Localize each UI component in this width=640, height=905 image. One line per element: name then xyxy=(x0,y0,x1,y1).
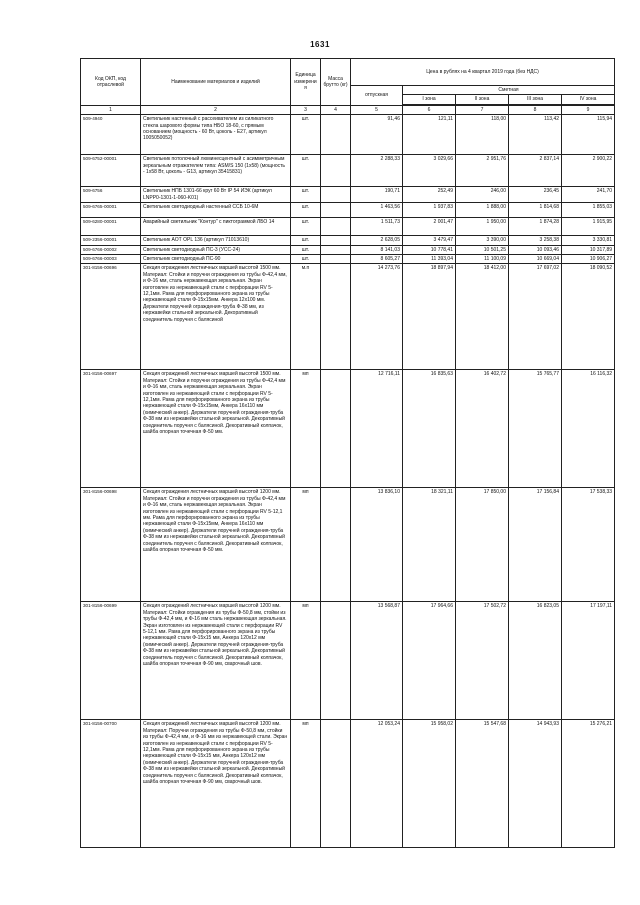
item-mass xyxy=(321,488,351,602)
price-zone2: 17 850,00 xyxy=(456,488,509,602)
price-zone1: 3 479,47 xyxy=(403,236,456,245)
item-code: 509-6756 xyxy=(81,187,141,203)
item-unit: шт. xyxy=(291,236,321,245)
header-zone2: II зона xyxy=(456,95,509,104)
price-zone2: 10 501,25 xyxy=(456,245,509,254)
item-unit: шт. xyxy=(291,155,321,187)
table-row xyxy=(81,203,615,218)
table-body xyxy=(81,115,615,848)
price-zone2: 1 950,00 xyxy=(456,218,509,236)
price-zone3: 17 156,84 xyxy=(509,488,562,602)
item-code: 509-6766-00002 xyxy=(81,245,141,254)
header-unit: Единица измерения xyxy=(291,59,321,106)
price-zone4: 2 900,22 xyxy=(562,155,615,187)
price-zone2: 18 412,00 xyxy=(456,264,509,370)
item-name: Светильник светодиодный ПС-90 xyxy=(141,255,291,264)
price-otpusk: 13 836,10 xyxy=(351,488,403,602)
item-code: 301-8156-00699 xyxy=(81,602,141,720)
price-zone3: 16 823,05 xyxy=(509,602,562,720)
header-mass: Масса брутто (кг) xyxy=(321,59,351,106)
price-zone4: 17 197,11 xyxy=(562,602,615,720)
price-otpusk: 12 053,24 xyxy=(351,720,403,848)
item-mass xyxy=(321,720,351,848)
table-row xyxy=(81,236,615,245)
item-mass xyxy=(321,155,351,187)
item-mass xyxy=(321,187,351,203)
price-zone2: 17 502,72 xyxy=(456,602,509,720)
price-otpusk: 12 716,11 xyxy=(351,370,403,488)
item-code: 509-6766-00003 xyxy=(81,255,141,264)
item-unit: мп xyxy=(291,602,321,720)
price-zone3: 14 943,93 xyxy=(509,720,562,848)
price-zone4: 3 330,81 xyxy=(562,236,615,245)
item-unit: шт. xyxy=(291,203,321,218)
price-zone3: 3 258,38 xyxy=(509,236,562,245)
header-zone3: III зона xyxy=(509,95,562,104)
header-price-caption: Цена в рублях на 4 квартал 2019 года (без НДС) xyxy=(351,59,615,86)
table-row xyxy=(81,155,615,187)
col-index: 8 xyxy=(509,105,562,114)
item-name: Светильник светодиодный ПС-3 (УСС-24) xyxy=(141,245,291,254)
price-zone1: 252,49 xyxy=(403,187,456,203)
price-zone1: 18 897,94 xyxy=(403,264,456,370)
price-table xyxy=(80,58,615,848)
item-name: Светильник настенный с рассеивателем из силикатного стекла шарового формы типа НБО 18-60, с прямым основанием (мощность - 60 Вт, цоколь - Е27, артикул 1005050052) xyxy=(141,115,291,155)
item-mass xyxy=(321,245,351,254)
item-code: 301-8156-00696 xyxy=(81,264,141,370)
price-zone3: 236,45 xyxy=(509,187,562,203)
item-code: 509-6280-00001 xyxy=(81,218,141,236)
price-zone1: 11 393,04 xyxy=(403,255,456,264)
item-unit: шт. xyxy=(291,218,321,236)
table-row xyxy=(81,245,615,254)
table-row xyxy=(81,370,615,488)
price-zone1: 10 778,41 xyxy=(403,245,456,254)
price-zone1: 15 958,02 xyxy=(403,720,456,848)
price-zone3: 1 814,68 xyxy=(509,203,562,218)
price-zone2: 3 390,00 xyxy=(456,236,509,245)
column-index-row xyxy=(81,105,615,114)
item-code: 509-2356-00001 xyxy=(81,236,141,245)
price-otpusk: 190,71 xyxy=(351,187,403,203)
item-code: 301-8156-00700 xyxy=(81,720,141,848)
price-zone3: 113,42 xyxy=(509,115,562,155)
item-unit: шт. xyxy=(291,187,321,203)
item-mass xyxy=(321,115,351,155)
price-zone4: 10 906,27 xyxy=(562,255,615,264)
price-zone4: 16 116,32 xyxy=(562,370,615,488)
item-code: 509-4940 xyxy=(81,115,141,155)
item-mass xyxy=(321,264,351,370)
header-zone4: IV зона xyxy=(562,95,615,104)
col-index: 4 xyxy=(321,105,351,114)
item-name: Светильник АОТ OPL 136 (артикул 71013610) xyxy=(141,236,291,245)
col-index: 3 xyxy=(291,105,321,114)
item-name: Секция ограждения лестничных маршей высотой 1200 мм. Материал: Стойки и поручни ограждения из трубы Ф-42,4 мм и Ф-16 мм, сталь нержавеющая зеркальная. Экран изготовлен из нержавеющей стали с перфорации RV 5-12,1 мм. Рама для перфорированного экрана из трубы нержавеющей стали Ф-15х15мм, Анкера 16х110 мм (химический анкер). Держатели поручней ограждения-труба Ф-38 мм из нержавейки стальной зеркальной. Декоративный соединитель поручня с балясиной. Декоративный колпачок, шайба опорная точечная Ф-50 мм. xyxy=(141,488,291,602)
item-unit: мп xyxy=(291,370,321,488)
price-zone2: 1 888,00 xyxy=(456,203,509,218)
price-otpusk: 1 511,73 xyxy=(351,218,403,236)
price-zone1: 3 029,66 xyxy=(403,155,456,187)
price-zone1: 1 937,83 xyxy=(403,203,456,218)
table-row xyxy=(81,115,615,155)
price-otpusk: 8 141,03 xyxy=(351,245,403,254)
item-mass xyxy=(321,370,351,488)
table-row xyxy=(81,218,615,236)
price-zone4: 15 276,21 xyxy=(562,720,615,848)
price-zone4: 10 317,89 xyxy=(562,245,615,254)
price-zone1: 121,11 xyxy=(403,115,456,155)
price-zone1: 17 964,66 xyxy=(403,602,456,720)
item-unit: шт. xyxy=(291,245,321,254)
price-zone3: 17 697,02 xyxy=(509,264,562,370)
header-otpusk: отпускная xyxy=(351,86,403,106)
table-row xyxy=(81,255,615,264)
price-zone2: 118,00 xyxy=(456,115,509,155)
price-zone4: 1 855,03 xyxy=(562,203,615,218)
item-name: Секция ограждения лестничных маршей высотой 1500 мм. Материал: Стойки и поручни ограждения из трубы Ф-42,4 мм, и Ф-16 мм, сталь нержавеющая зеркальная. Экран изготовлен из нержавеющей стали с перфорации RV 5-12,1мм. Рама для перфорированного экрана из трубы нержавеющей стали Ф-15х15мм. Анкера 12х100 мм. Держатели поручней ограждения-труба Ф-38 мм, из нержавейки стальной зеркальной. Декоративный соединитель поручня с балясиной xyxy=(141,264,291,370)
col-index: 6 xyxy=(403,105,456,114)
price-otpusk: 2 628,05 xyxy=(351,236,403,245)
item-name: Светильник потолочный люминесцентный с асимметричным зеркальным отражателем типа: ASM/S 150 (1x58) (мощность - 1x58 Вт, цоколь - G13, артикул 35415831) xyxy=(141,155,291,187)
price-zone2: 15 547,68 xyxy=(456,720,509,848)
item-name: Секция ограждений лестничных маршей высотой 1500 мм. Материал: Стойки и поручни ограждения из трубы Ф-42,4 мм и Ф-16 мм, сталь нержавеющая зеркальная. Экран изготовлен из нержавеющей стали с перфорации RV 5-12,1мм. Рама для перфорированного экрана из трубы нержавеющей стали Ф-15х15мм, Анкера 16х110 мм (химический анкер). Держатели поручней ограждения-труба Ф-38 мм из нержавейки стальной зеркальной. Декоративный соединитель поручня с балясиной. Декоративный колпачок, шайба опорная точечная Ф-50 мм. xyxy=(141,370,291,488)
table-row xyxy=(81,602,615,720)
item-code: 301-8156-00697 xyxy=(81,370,141,488)
header-zone1: I зона xyxy=(403,95,456,104)
price-zone1: 18 321,11 xyxy=(403,488,456,602)
col-index: 7 xyxy=(456,105,509,114)
table-row xyxy=(81,488,615,602)
price-zone1: 16 835,63 xyxy=(403,370,456,488)
item-unit: шт. xyxy=(291,115,321,155)
price-zone4: 17 538,33 xyxy=(562,488,615,602)
price-zone3: 10 093,46 xyxy=(509,245,562,254)
table-row xyxy=(81,720,615,848)
item-code: 509-6765-00001 xyxy=(81,203,141,218)
price-zone3: 2 837,14 xyxy=(509,155,562,187)
price-otpusk: 13 568,87 xyxy=(351,602,403,720)
item-unit: мп xyxy=(291,720,321,848)
price-zone2: 2 951,76 xyxy=(456,155,509,187)
header-name: Наименование материалов и изделий xyxy=(141,59,291,106)
price-zone4: 18 090,52 xyxy=(562,264,615,370)
price-zone4: 115,94 xyxy=(562,115,615,155)
item-unit: шт. xyxy=(291,255,321,264)
item-name: Светильник светодиодный настенный ССБ 10-6М xyxy=(141,203,291,218)
item-mass xyxy=(321,602,351,720)
item-name: Секция ограждений лестничных маршей высотой 1200 мм. Материал: Стойки ограждения из трубы Ф-50,8 мм, стойки из трубы Ф-42,4 мм, и Ф-16 мм сталь нержавеющая зеркальная. Экран изготовлен из нержавеющей стали с перфорации RV 5-12,1 мм. Рама для перфорированного экрана из трубы нержавеющей стали Ф-15х15 мм, Анкера 120х12 мм (химический анкер). Держатели поручней ограждения-труба Ф-38 мм из нержавейки стальной зеркальной. Декоративный соединитель поручня с балясиной. Декоративный колпачок, шайба опорная точечная Ф-90 мм, сварочный шов. xyxy=(141,602,291,720)
item-code: 509-6752-00001 xyxy=(81,155,141,187)
price-otpusk: 14 273,76 xyxy=(351,264,403,370)
col-index: 1 xyxy=(81,105,141,114)
price-zone2: 246,00 xyxy=(456,187,509,203)
item-unit: мп xyxy=(291,488,321,602)
item-mass xyxy=(321,255,351,264)
price-zone4: 241,70 xyxy=(562,187,615,203)
price-otpusk: 2 288,33 xyxy=(351,155,403,187)
item-mass xyxy=(321,203,351,218)
price-zone3: 1 874,28 xyxy=(509,218,562,236)
price-otpusk: 1 463,56 xyxy=(351,203,403,218)
col-index: 2 xyxy=(141,105,291,114)
price-otpusk: 91,46 xyxy=(351,115,403,155)
page-number: 1631 xyxy=(310,40,330,49)
price-zone2: 11 100,09 xyxy=(456,255,509,264)
col-index: 9 xyxy=(562,105,615,114)
item-mass xyxy=(321,236,351,245)
item-name: Аварийный светильник "Контур" с пиктограммой ЛБО 14 xyxy=(141,218,291,236)
price-zone2: 16 402,72 xyxy=(456,370,509,488)
item-mass xyxy=(321,218,351,236)
price-zone3: 15 765,77 xyxy=(509,370,562,488)
price-otpusk: 8 605,27 xyxy=(351,255,403,264)
item-unit: м.п xyxy=(291,264,321,370)
table-row xyxy=(81,264,615,370)
header-code: Код ОКП, код отраслевой xyxy=(81,59,141,106)
item-code: 301-8156-00698 xyxy=(81,488,141,602)
price-zone1: 2 001,47 xyxy=(403,218,456,236)
table-row xyxy=(81,187,615,203)
price-zone3: 10 669,04 xyxy=(509,255,562,264)
table-header xyxy=(81,59,615,115)
header-smetnaya: Сметная xyxy=(403,86,615,95)
col-index: 5 xyxy=(351,105,403,114)
item-name: Светильник НПБ 1301-66 круг 60 Вт IP 54 ИЭК (артикул LNPP0-1301-1-060-K01) xyxy=(141,187,291,203)
price-zone4: 1 915,95 xyxy=(562,218,615,236)
item-name: Секция ограждений лестничных маршей высотой 1200 мм. Материал: Поручни ограждения из трубы Ф-50,8 мм, стойки из трубы Ф-42,4 мм, и Ф-16 мм из нержавеющей стали. Экран изготовлен из нержавеющей стали с перфорации RV 5-12,1мм. Рама для перфорированного экрана из трубы нержавеющей стали Ф-15х15 мм, Анкера 120х12 мм (химический анкер). Держатели поручней ограждения-труба Ф-38 мм из нержавейки стальной зеркальной. Декоративный соединитель поручня с балясиной. Декоративный колпачок, шайба опорная точечная Ф-90 мм, сварочный шов. xyxy=(141,720,291,848)
